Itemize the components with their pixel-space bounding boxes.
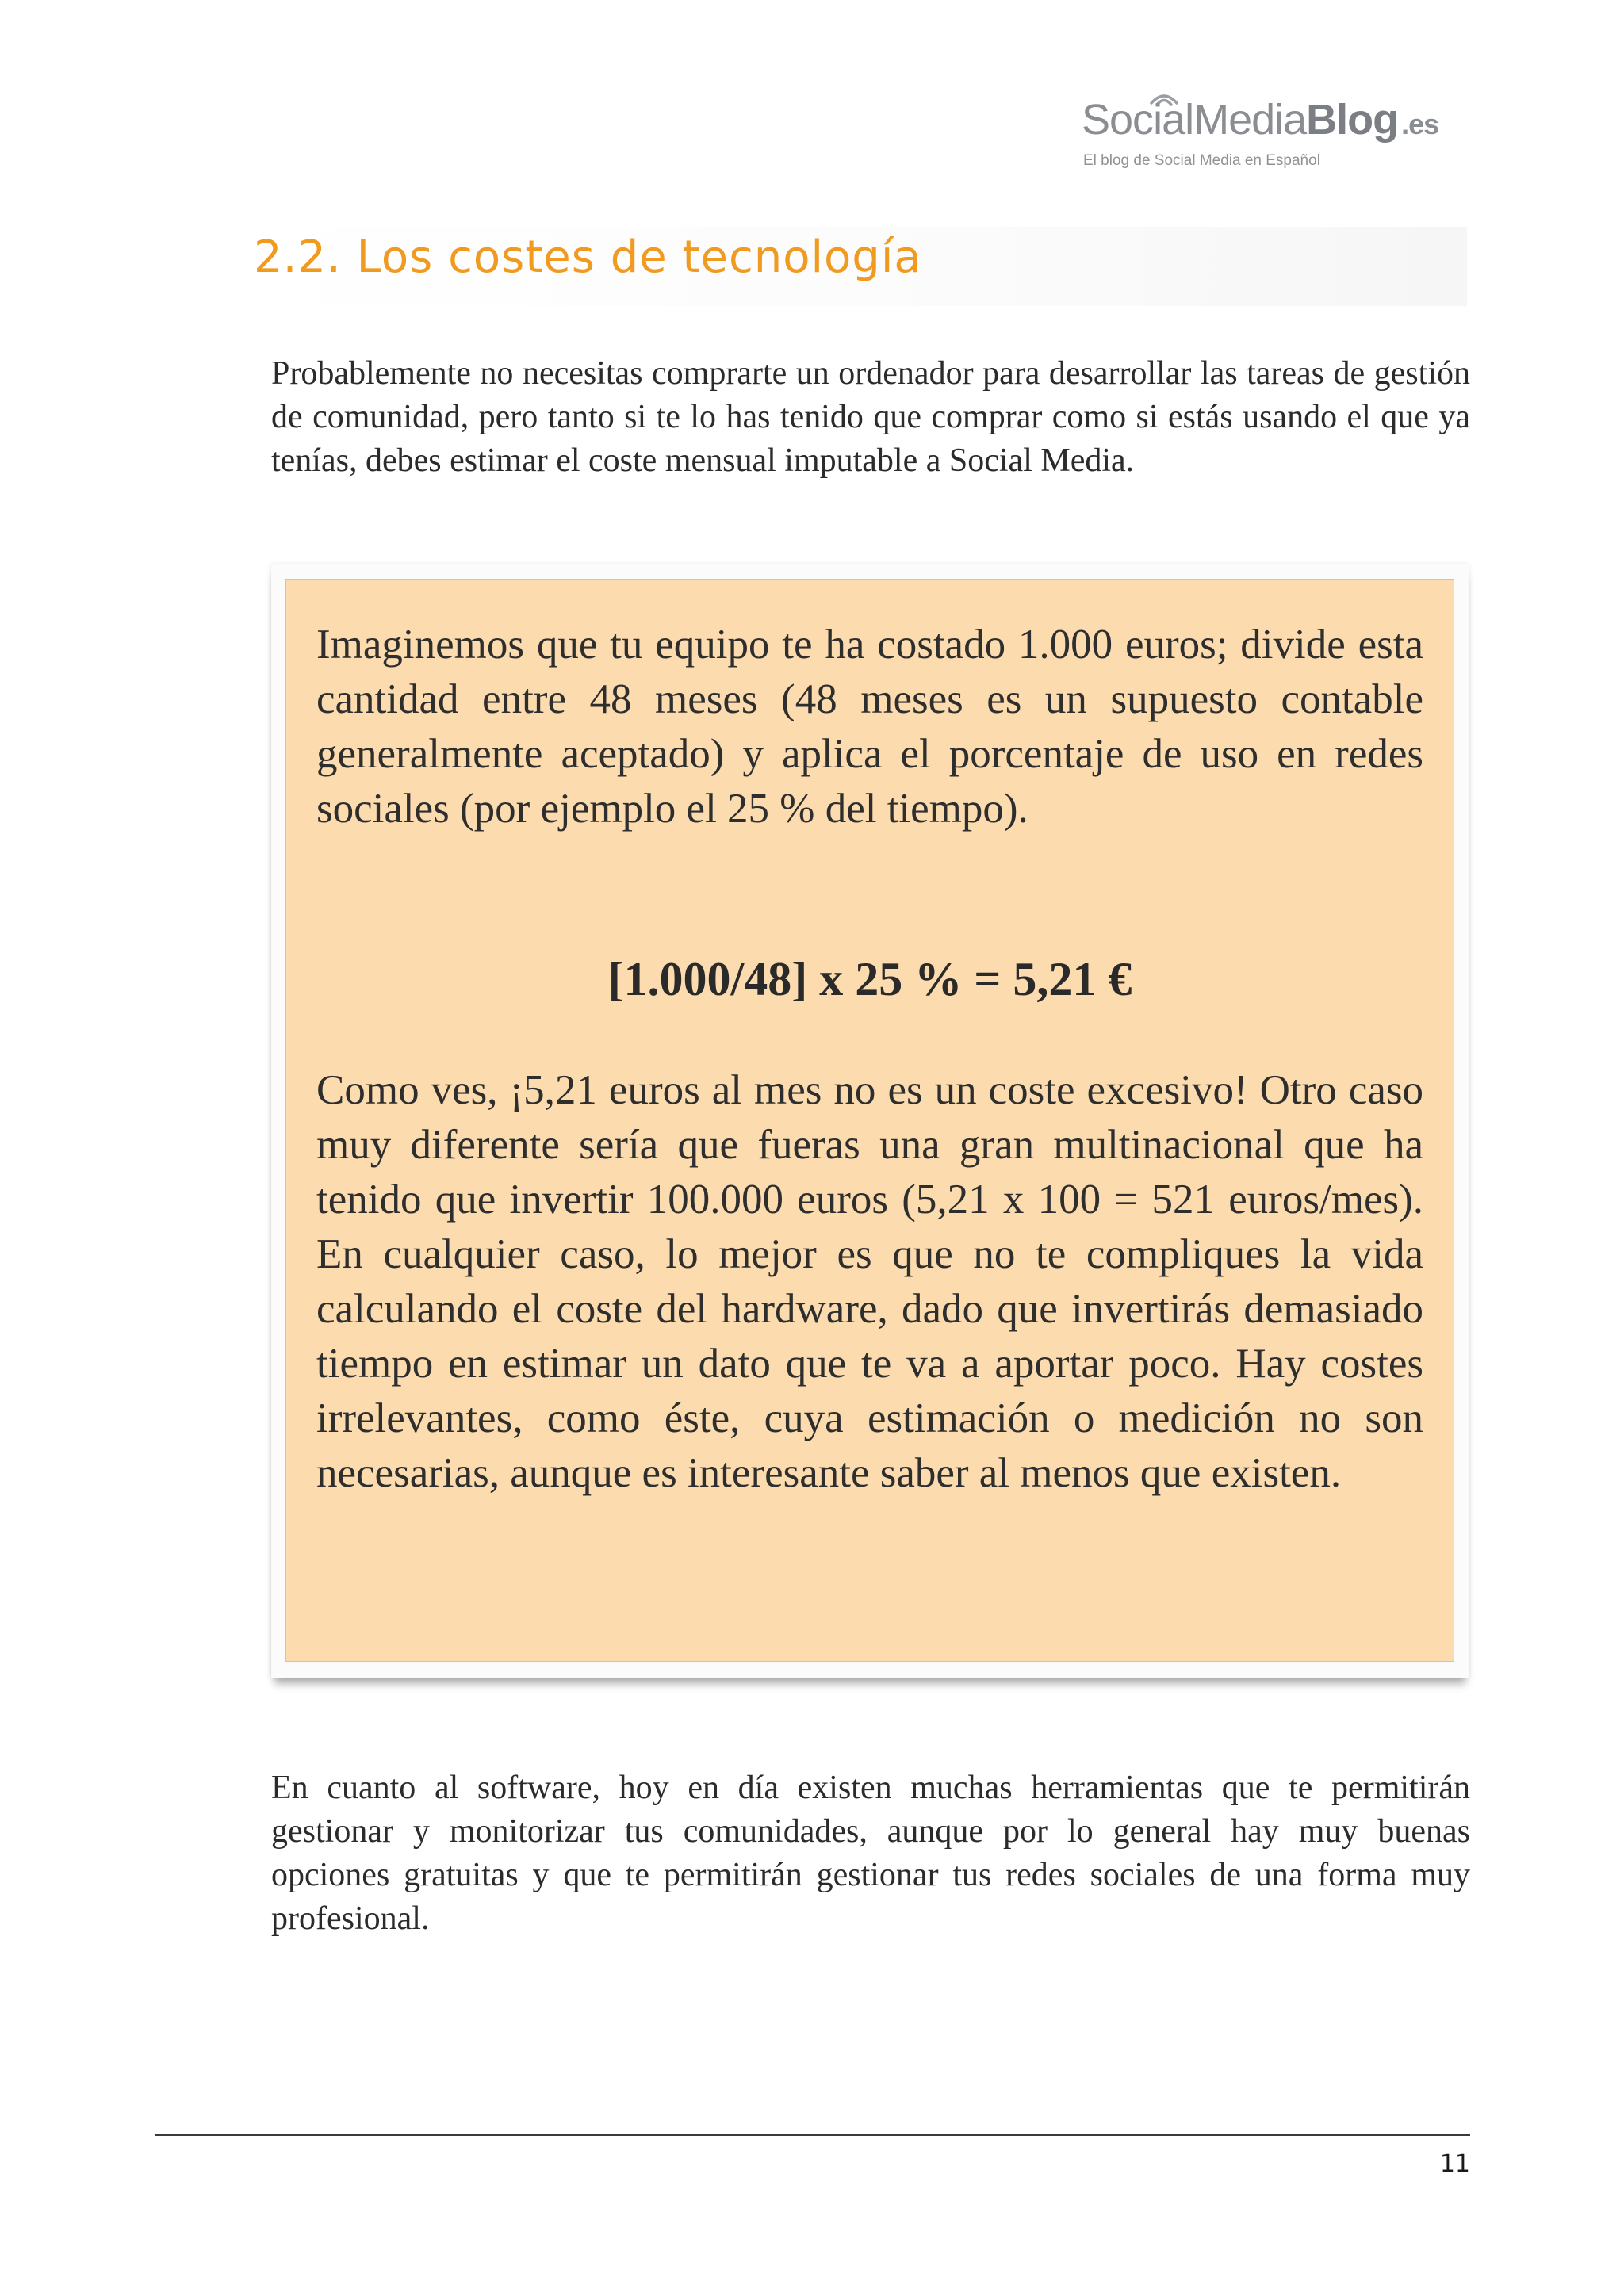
site-logo [1082,89,1478,176]
intro-paragraph: Probablemente no necesitas comprarte un ordenador para desarrollar las tareas de gestión de comunidad, pero tanto si te lo has tenido que comprar como si estás usando el que ya tenías, debes estimar el coste mensual imputable a Social Media. [271,355,1470,479]
software-paragraph: En cuanto al software, hoy en día existen muchas herramientas que te permitirán gestionar y monitorizar tus comunidades, aunque por lo general hay muy buenas opciones gratuitas y que te permitirán gestionar tus redes sociales de una forma muy profesional. [271,1770,1470,1937]
logo-word-social-start: Soc [1082,96,1154,144]
page-number: 11 [1439,2150,1470,2178]
example-callout-frame [271,564,1469,1678]
section-heading [254,227,1467,306]
logo-word-tld: .es [1401,108,1439,140]
example-text-conclusion: Como ves, ¡5,21 euros al mes no es un coste excesivo! Otro caso muy diferente sería que fueras una gran multinacional que ha tenido que invertir 100.000 euros (5,21 x 100 = 521 euros/mes). En cualquier caso, lo mejor es que no te compliques la vida calculando el coste del hardware, dado que invertirás demasiado tiempo en estimar un dato que te va a aportar poco. Hay costes irrelevantes, como éste, cuya estimación o medición no son necesarias, aunque es interesante saber al menos que existen. [316,1067,1423,1496]
logo-word-social-end: al [1162,96,1194,144]
logo-word-media: Media [1193,96,1307,144]
logo-wordmark [1082,96,1439,144]
logo-word-social-i: i [1153,96,1162,144]
logo-word-blog: Blog [1306,96,1399,144]
logo-tagline: El blog de Social Media en Español [1083,152,1320,169]
cost-formula: [1.000/48] x 25 % = 5,21 € [607,953,1132,1005]
example-callout-box [285,579,1454,1662]
example-text-intro: Imaginemos que tu equipo te ha costado 1.000 euros; divide esta cantidad entre 48 meses (48 meses es un supuesto contable generalmente aceptado) y aplica el porcentaje de uso en redes sociales (por ejemplo el 25 % del tiempo). [316,622,1423,832]
footer-divider [155,2134,1470,2136]
section-heading-text: 2.2. Los costes de tecnología [254,232,922,283]
